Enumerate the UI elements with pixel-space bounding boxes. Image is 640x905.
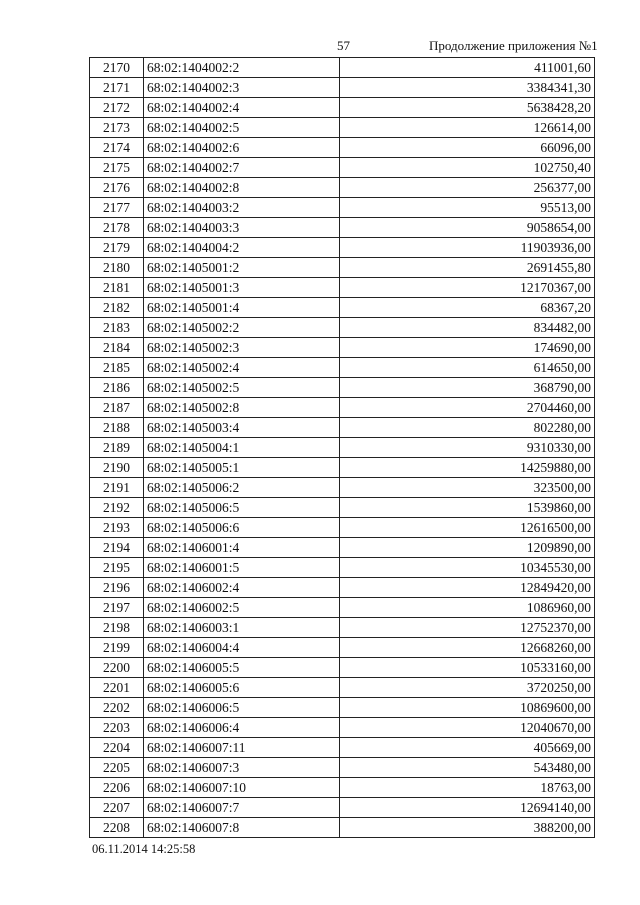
row-number: 2173: [90, 118, 144, 138]
cadastral-value: 66096,00: [340, 138, 595, 158]
table-row: [90, 78, 595, 98]
cadastral-number: 68:02:1406002:5: [144, 598, 340, 618]
cadastral-value: 10345530,00: [340, 558, 595, 578]
cadastral-number: 68:02:1404003:3: [144, 218, 340, 238]
table-row: [90, 198, 595, 218]
row-number: 2184: [90, 338, 144, 358]
cadastral-number: 68:02:1405001:2: [144, 258, 340, 278]
table-row: [90, 698, 595, 718]
row-number: 2194: [90, 538, 144, 558]
row-number: 2180: [90, 258, 144, 278]
cadastral-number: 68:02:1404004:2: [144, 238, 340, 258]
row-number: 2179: [90, 238, 144, 258]
cadastral-value-table: [89, 57, 595, 838]
cadastral-value: 12849420,00: [340, 578, 595, 598]
cadastral-number: 68:02:1404002:5: [144, 118, 340, 138]
cadastral-value: 12170367,00: [340, 278, 595, 298]
cadastral-number: 68:02:1406007:7: [144, 798, 340, 818]
cadastral-number: 68:02:1404003:2: [144, 198, 340, 218]
table-row: [90, 538, 595, 558]
row-number: 2170: [90, 58, 144, 78]
row-number: 2201: [90, 678, 144, 698]
cadastral-value: 323500,00: [340, 478, 595, 498]
table-row: [90, 298, 595, 318]
cadastral-number: 68:02:1406007:8: [144, 818, 340, 838]
table-row: [90, 158, 595, 178]
table-row: [90, 658, 595, 678]
cadastral-number: 68:02:1404002:2: [144, 58, 340, 78]
table-row: [90, 618, 595, 638]
table-row: [90, 98, 595, 118]
cadastral-value: 2691455,80: [340, 258, 595, 278]
cadastral-value: 102750,40: [340, 158, 595, 178]
cadastral-value: 68367,20: [340, 298, 595, 318]
cadastral-value: 9058654,00: [340, 218, 595, 238]
cadastral-number: 68:02:1404002:6: [144, 138, 340, 158]
cadastral-value: 411001,60: [340, 58, 595, 78]
table-row: [90, 218, 595, 238]
row-number: 2185: [90, 358, 144, 378]
cadastral-number: 68:02:1405006:5: [144, 498, 340, 518]
row-number: 2195: [90, 558, 144, 578]
cadastral-number: 68:02:1405001:4: [144, 298, 340, 318]
cadastral-value: 1209890,00: [340, 538, 595, 558]
row-number: 2171: [90, 78, 144, 98]
table-row: [90, 178, 595, 198]
cadastral-value: 614650,00: [340, 358, 595, 378]
cadastral-number: 68:02:1405006:6: [144, 518, 340, 538]
cadastral-value: 12668260,00: [340, 638, 595, 658]
cadastral-value: 256377,00: [340, 178, 595, 198]
cadastral-number: 68:02:1405002:3: [144, 338, 340, 358]
row-number: 2172: [90, 98, 144, 118]
row-number: 2191: [90, 478, 144, 498]
cadastral-number: 68:02:1405002:5: [144, 378, 340, 398]
table-row: [90, 798, 595, 818]
table-row: [90, 398, 595, 418]
cadastral-number: 68:02:1406005:5: [144, 658, 340, 678]
table-row: [90, 578, 595, 598]
cadastral-number: 68:02:1404002:7: [144, 158, 340, 178]
cadastral-value: 14259880,00: [340, 458, 595, 478]
table-row: [90, 558, 595, 578]
row-number: 2181: [90, 278, 144, 298]
table-row: [90, 758, 595, 778]
row-number: 2182: [90, 298, 144, 318]
row-number: 2205: [90, 758, 144, 778]
cadastral-value: 405669,00: [340, 738, 595, 758]
cadastral-value: 1539860,00: [340, 498, 595, 518]
cadastral-value: 126614,00: [340, 118, 595, 138]
cadastral-number: 68:02:1404002:8: [144, 178, 340, 198]
table-row: [90, 138, 595, 158]
cadastral-value: 802280,00: [340, 418, 595, 438]
row-number: 2192: [90, 498, 144, 518]
table-row: [90, 58, 595, 78]
table-row: [90, 238, 595, 258]
row-number: 2207: [90, 798, 144, 818]
row-number: 2177: [90, 198, 144, 218]
row-number: 2174: [90, 138, 144, 158]
table-row: [90, 118, 595, 138]
cadastral-number: 68:02:1406001:4: [144, 538, 340, 558]
cadastral-value: 388200,00: [340, 818, 595, 838]
table-row: [90, 358, 595, 378]
table-row: [90, 378, 595, 398]
cadastral-number: 68:02:1406006:4: [144, 718, 340, 738]
cadastral-number: 68:02:1405004:1: [144, 438, 340, 458]
table-row: [90, 318, 595, 338]
cadastral-value: 368790,00: [340, 378, 595, 398]
row-number: 2208: [90, 818, 144, 838]
table-row: [90, 478, 595, 498]
cadastral-value: 2704460,00: [340, 398, 595, 418]
table-row: [90, 718, 595, 738]
table-row: [90, 458, 595, 478]
cadastral-value: 5638428,20: [340, 98, 595, 118]
row-number: 2197: [90, 598, 144, 618]
cadastral-value: 1086960,00: [340, 598, 595, 618]
cadastral-number: 68:02:1406007:11: [144, 738, 340, 758]
cadastral-number: 68:02:1405002:8: [144, 398, 340, 418]
row-number: 2183: [90, 318, 144, 338]
cadastral-number: 68:02:1405002:2: [144, 318, 340, 338]
cadastral-value: 10533160,00: [340, 658, 595, 678]
cadastral-value: 3720250,00: [340, 678, 595, 698]
row-number: 2178: [90, 218, 144, 238]
row-number: 2206: [90, 778, 144, 798]
table-row: [90, 258, 595, 278]
cadastral-number: 68:02:1405005:1: [144, 458, 340, 478]
cadastral-value: 12040670,00: [340, 718, 595, 738]
row-number: 2202: [90, 698, 144, 718]
table-body: [90, 58, 595, 838]
row-number: 2190: [90, 458, 144, 478]
row-number: 2176: [90, 178, 144, 198]
cadastral-number: 68:02:1405006:2: [144, 478, 340, 498]
table-row: [90, 498, 595, 518]
cadastral-value: 11903936,00: [340, 238, 595, 258]
cadastral-number: 68:02:1406007:3: [144, 758, 340, 778]
row-number: 2196: [90, 578, 144, 598]
cadastral-number: 68:02:1405003:4: [144, 418, 340, 438]
cadastral-number: 68:02:1406003:1: [144, 618, 340, 638]
cadastral-value: 95513,00: [340, 198, 595, 218]
cadastral-value: 9310330,00: [340, 438, 595, 458]
row-number: 2187: [90, 398, 144, 418]
table-row: [90, 598, 595, 618]
table-row: [90, 778, 595, 798]
cadastral-number: 68:02:1406006:5: [144, 698, 340, 718]
table-row: [90, 738, 595, 758]
cadastral-number: 68:02:1405002:4: [144, 358, 340, 378]
cadastral-number: 68:02:1404002:3: [144, 78, 340, 98]
row-number: 2199: [90, 638, 144, 658]
row-number: 2200: [90, 658, 144, 678]
cadastral-number: 68:02:1406001:5: [144, 558, 340, 578]
cadastral-number: 68:02:1406004:4: [144, 638, 340, 658]
cadastral-value: 18763,00: [340, 778, 595, 798]
cadastral-value: 3384341,30: [340, 78, 595, 98]
cadastral-number: 68:02:1404002:4: [144, 98, 340, 118]
cadastral-number: 68:02:1405001:3: [144, 278, 340, 298]
cadastral-number: 68:02:1406002:4: [144, 578, 340, 598]
row-number: 2186: [90, 378, 144, 398]
row-number: 2188: [90, 418, 144, 438]
print-timestamp: 06.11.2014 14:25:58: [92, 842, 196, 856]
cadastral-value: 12752370,00: [340, 618, 595, 638]
page-number: 57: [337, 38, 350, 53]
cadastral-value: 10869600,00: [340, 698, 595, 718]
cadastral-value: 174690,00: [340, 338, 595, 358]
cadastral-number: 68:02:1406007:10: [144, 778, 340, 798]
row-number: 2189: [90, 438, 144, 458]
row-number: 2204: [90, 738, 144, 758]
table-row: [90, 278, 595, 298]
table-row: [90, 438, 595, 458]
table-row: [90, 518, 595, 538]
cadastral-value: 834482,00: [340, 318, 595, 338]
cadastral-value: 543480,00: [340, 758, 595, 778]
table-row: [90, 818, 595, 838]
table-row: [90, 338, 595, 358]
table-row: [90, 418, 595, 438]
table-row: [90, 638, 595, 658]
cadastral-value: 12616500,00: [340, 518, 595, 538]
row-number: 2175: [90, 158, 144, 178]
row-number: 2203: [90, 718, 144, 738]
cadastral-number: 68:02:1406005:6: [144, 678, 340, 698]
row-number: 2193: [90, 518, 144, 538]
cadastral-value: 12694140,00: [340, 798, 595, 818]
appendix-label: Продолжение приложения №1: [429, 38, 598, 53]
row-number: 2198: [90, 618, 144, 638]
table-row: [90, 678, 595, 698]
